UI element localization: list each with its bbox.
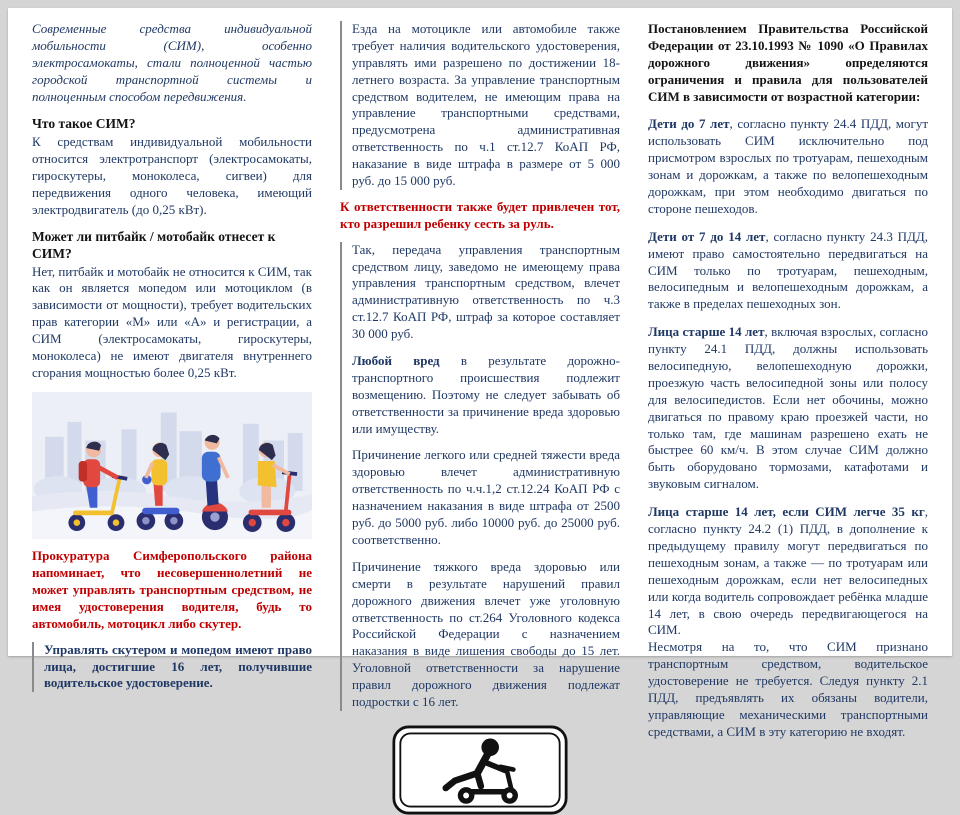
any-harm-text: [352, 353, 620, 437]
rule-over-14-light-rest: , согласно пункту 24.2 (1) ПДД, в дополнение к предыдущему правилу могут передвигаться по пешеходным зонам, а также — по тротуарам или пешеходным дорожкам, если нет велосипедных или когда водитель сопровождает ребёнка младше 14 лет, в свою очередь передвигающегося на СИМ.: [648, 504, 928, 638]
rule-over-14: [648, 324, 928, 493]
rule-7-to-14: [648, 229, 928, 313]
age-16-note: [32, 642, 312, 693]
rule-over-14-lead: Лица старше 14 лет: [648, 324, 765, 340]
no-license-needed-text: Несмотря на то, что СИМ признано транспортным средством, водительское удостоверение не требуется. Следуя пункту 2.1 ПДД, предъявлять их обязаны водители, управляющие механическими транспортными средствами, а СИМ в эту категорию не входят.: [648, 639, 928, 739]
rule-7-to-14-lead: Дети от 7 до 14 лет: [648, 228, 766, 244]
rule-over-14-light: [648, 504, 928, 639]
rule-over-14-rest: , включая взрослых, согласно пункту 24.1 ПДД, должны использовать велосипедную, велопешеходную дорожки, проезжую часть велосипедной зоны или полосу для велосипедистов. Если нет обочины, можно двигаться по правому краю проезжей части, но только там, где машинам разрешено ехать не быстрее 60 км/ч. В этом случае СИМ должно быть оборудовано тормозами, катафотами и звуковым сигналом.: [648, 324, 928, 492]
any-harm-rest: в результате дорожно-транспортного происшествия подлежит возмещению. Поэтому не следует забывать об ответственности за причинение вреда здоровью или имуществу.: [352, 353, 620, 436]
column-age-rules: [648, 21, 929, 739]
driving-license-block: [340, 21, 620, 190]
rule-under-7-lead: Дети до 7 лет: [648, 116, 730, 132]
any-harm-lead: Любой вред: [352, 353, 440, 369]
heading-what-is-sim: Что такое СИМ?: [32, 116, 136, 132]
transfer-control-text: Так, передача управления транспортным средством лицу, заведомо не имеющему права управления транспортным средством, влечет административную ответственность по ч.3 ст.12.7 КоАП РФ, штраф за которое составляет 30 000 руб.: [352, 241, 620, 342]
column-what-is-sim: [32, 21, 312, 691]
what-is-sim-body: К средствам индивидуальной мобильности относится электротранспорт (электросамокаты, гироскутеры, моноколеса, сигвеи) для передвижения одного человека, имеющий электродвигатель (до 0,25 кВт).: [32, 134, 312, 217]
column-liability: [340, 21, 620, 709]
government-decree-lead: Постановлением Правительства Российской Федерации от 23.10.1993 № 1090 «О Правилах дорожного движения» определяются ограничения и правила для пользователей СИМ в зависимости от возрастной категории:: [648, 21, 928, 104]
liability-block: [340, 242, 620, 711]
light-harm-text: Причинение легкого или средней тяжести вреда здоровью влечет административную ответственность по ч.ч.1,2 ст.12.24 КоАП РФ с назначением наказания в виде штрафа от 2500 руб. до 5000 руб. либо 10000 руб. до 25000 руб. соответственно.: [352, 447, 620, 547]
prosecutor-warning: Прокуратура Симферопольского района напоминает, что несовершеннолетний не может управлять транспортным средством, не имея удостоверения водителя, будь то автомобиль, мотоцикл либо скутер.: [32, 548, 312, 631]
intro-paragraph: Современные средства индивидуальной мобильности (СИМ), особенно электросамокаты, стали полноценной частью городской транспортной системы и полноценным способом передвижения.: [32, 21, 312, 104]
rule-under-7: [648, 116, 928, 217]
leaflet: [8, 8, 952, 739]
grave-harm-text: Причинение тяжкого вреда здоровью или смерти в результате нарушений правил дорожного движения влечет уже уголовную ответственность по ст.264 Уголовного кодекса Российской Федерации с назначением наказания в виде лишения свободы до 15 лет. Уголовной ответственности за нарушение правил дорожного движения подлежат подростки с 16 лет.: [352, 558, 620, 709]
scooter-riders-illustration: [32, 392, 312, 539]
road-sign-container: [340, 725, 620, 815]
pitbike-body: Нет, питбайк и мотобайк не относится к СИМ, так как он является мопедом или мотоциклом (в зависимости от мощности), требует водительских прав категории «М» или «А» и регистрации, а СИМ (электросамокаты, гироскутеры, моноколеса) не имеют двигателя внутреннего сгорания мощностью более 0,25 кВт.: [32, 263, 312, 380]
driving-license-text: Езда на мотоцикле или автомобиле также требует наличия водительского удостоверения, управлять ими разрешено по достижении 18-летнего возраста. За управление транспортным средством водителем, не имеющим права на управление транспортными средствами, предусмотрена административная ответственность по ч.1 ст.12.7 КоАП РФ, наказание в виде штрафа в размере от 5 000 руб. до 15 000 руб.: [352, 21, 620, 189]
rule-under-7-rest: , согласно пункту 24.4 ПДД, могут использовать СИМ исключительно под присмотром взрослых по тротуарам, пешеходным зонам и дорожкам, а также по велопешеходным дорожкам, при этом необходимо двигаться по стороне пешеходов.: [648, 116, 929, 216]
liability-heading: К ответственности также будет привлечен тот, кто разрешил ребенку сесть за руль.: [340, 198, 620, 231]
sim-road-sign-icon: [392, 725, 568, 815]
rule-7-to-14-rest: , согласно пункту 24.3 ПДД, имеют право самостоятельно передвигаться на СИМ только по тротуарам, пешеходным, велосипедным и велопешеходным дорожкам, а также в пределах пешеходных зон.: [648, 228, 928, 312]
age-16-note-text: Управлять скутером и мопедом имеют право лица, достигшие 16 лет, получившие водительское удостоверение.: [44, 641, 312, 691]
rule-over-14-light-lead: Лица старше 14 лет, если СИМ легче 35 кг: [648, 504, 925, 520]
heading-pitbike: Может ли питбайк / мотобайк отнесет к СИМ?: [32, 228, 276, 261]
